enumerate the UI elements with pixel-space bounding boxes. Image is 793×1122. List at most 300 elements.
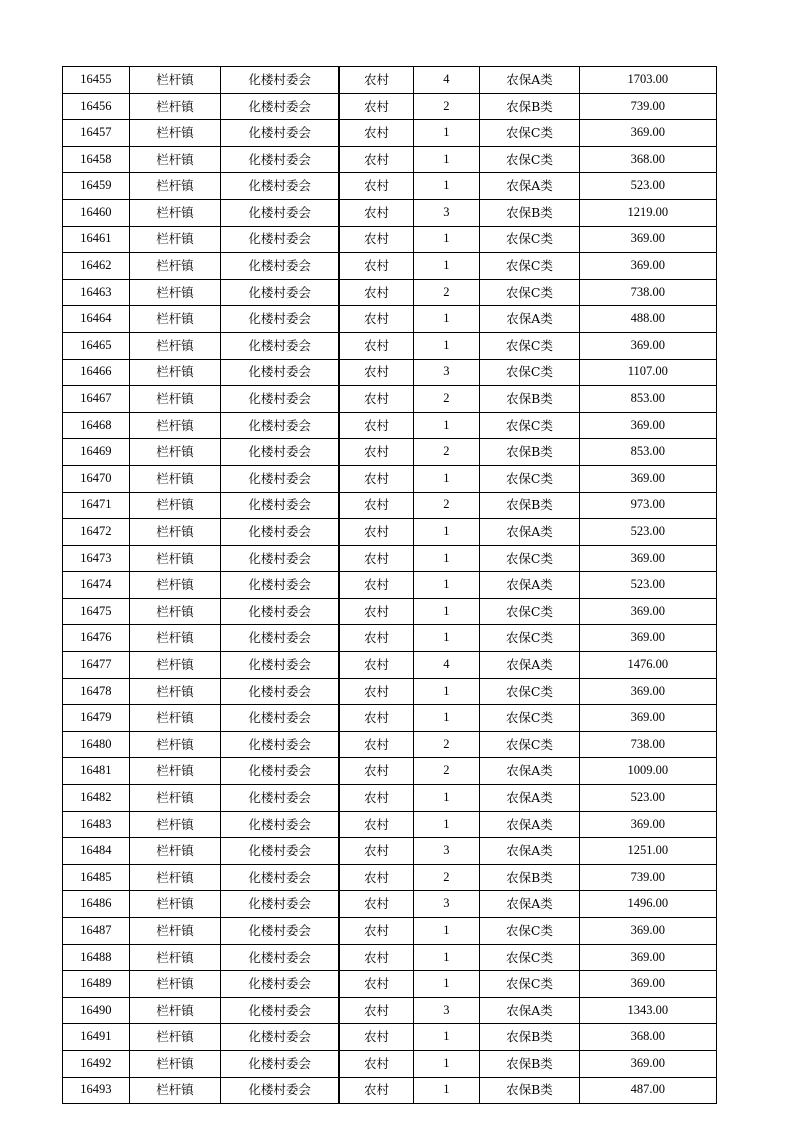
row-amount: 369.00 bbox=[579, 705, 716, 732]
row-id: 16492 bbox=[63, 1050, 130, 1077]
row-category: 农保C类 bbox=[480, 678, 579, 705]
row-household-type: 农村 bbox=[340, 864, 413, 891]
row-village: 化楼村委会 bbox=[221, 492, 339, 519]
row-id: 16455 bbox=[63, 67, 130, 94]
row-amount: 1703.00 bbox=[579, 67, 716, 94]
row-person-count: 2 bbox=[413, 492, 480, 519]
table-row bbox=[63, 811, 717, 838]
row-category: 农保A类 bbox=[480, 652, 579, 679]
row-village: 化楼村委会 bbox=[221, 465, 339, 492]
row-village: 化楼村委会 bbox=[221, 598, 339, 625]
row-id: 16468 bbox=[63, 412, 130, 439]
row-amount: 369.00 bbox=[579, 944, 716, 971]
row-town: 栏杆镇 bbox=[129, 625, 221, 652]
table-row bbox=[63, 997, 717, 1024]
row-amount: 1476.00 bbox=[579, 652, 716, 679]
row-person-count: 2 bbox=[413, 864, 480, 891]
table-row bbox=[63, 652, 717, 679]
row-id: 16477 bbox=[63, 652, 130, 679]
row-amount: 1009.00 bbox=[579, 758, 716, 785]
row-amount: 369.00 bbox=[579, 412, 716, 439]
row-village: 化楼村委会 bbox=[221, 678, 339, 705]
row-village: 化楼村委会 bbox=[221, 731, 339, 758]
row-town: 栏杆镇 bbox=[129, 519, 221, 546]
row-person-count: 3 bbox=[413, 997, 480, 1024]
table-row bbox=[63, 465, 717, 492]
row-household-type: 农村 bbox=[340, 891, 413, 918]
row-person-count: 1 bbox=[413, 705, 480, 732]
row-town: 栏杆镇 bbox=[129, 1050, 221, 1077]
row-category: 农保A类 bbox=[480, 891, 579, 918]
row-category: 农保B类 bbox=[480, 1024, 579, 1051]
row-household-type: 农村 bbox=[340, 120, 413, 147]
row-person-count: 1 bbox=[413, 918, 480, 945]
row-person-count: 1 bbox=[413, 785, 480, 812]
row-household-type: 农村 bbox=[340, 1050, 413, 1077]
row-person-count: 1 bbox=[413, 173, 480, 200]
row-household-type: 农村 bbox=[340, 731, 413, 758]
row-town: 栏杆镇 bbox=[129, 731, 221, 758]
row-id: 16473 bbox=[63, 545, 130, 572]
table-row bbox=[63, 93, 717, 120]
row-person-count: 1 bbox=[413, 1077, 480, 1104]
row-person-count: 2 bbox=[413, 386, 480, 413]
row-town: 栏杆镇 bbox=[129, 891, 221, 918]
row-category: 农保A类 bbox=[480, 519, 579, 546]
row-category: 农保B类 bbox=[480, 93, 579, 120]
row-household-type: 农村 bbox=[340, 758, 413, 785]
row-household-type: 农村 bbox=[340, 226, 413, 253]
row-amount: 369.00 bbox=[579, 678, 716, 705]
row-household-type: 农村 bbox=[340, 253, 413, 280]
table-row bbox=[63, 678, 717, 705]
row-village: 化楼村委会 bbox=[221, 944, 339, 971]
table-row bbox=[63, 971, 717, 998]
table-row bbox=[63, 146, 717, 173]
table-row bbox=[63, 1050, 717, 1077]
row-id: 16484 bbox=[63, 838, 130, 865]
row-id: 16459 bbox=[63, 173, 130, 200]
row-category: 农保C类 bbox=[480, 253, 579, 280]
row-person-count: 1 bbox=[413, 146, 480, 173]
table-row bbox=[63, 572, 717, 599]
row-village: 化楼村委会 bbox=[221, 332, 339, 359]
row-household-type: 农村 bbox=[340, 838, 413, 865]
row-town: 栏杆镇 bbox=[129, 173, 221, 200]
row-household-type: 农村 bbox=[340, 598, 413, 625]
row-id: 16475 bbox=[63, 598, 130, 625]
row-amount: 369.00 bbox=[579, 598, 716, 625]
table-row bbox=[63, 492, 717, 519]
row-person-count: 1 bbox=[413, 1050, 480, 1077]
row-town: 栏杆镇 bbox=[129, 678, 221, 705]
row-amount: 368.00 bbox=[579, 1024, 716, 1051]
row-category: 农保C类 bbox=[480, 944, 579, 971]
table-row bbox=[63, 918, 717, 945]
row-category: 农保A类 bbox=[480, 838, 579, 865]
row-person-count: 1 bbox=[413, 811, 480, 838]
row-household-type: 农村 bbox=[340, 412, 413, 439]
row-id: 16478 bbox=[63, 678, 130, 705]
row-town: 栏杆镇 bbox=[129, 944, 221, 971]
row-village: 化楼村委会 bbox=[221, 253, 339, 280]
row-village: 化楼村委会 bbox=[221, 412, 339, 439]
row-town: 栏杆镇 bbox=[129, 811, 221, 838]
row-person-count: 1 bbox=[413, 519, 480, 546]
row-person-count: 1 bbox=[413, 678, 480, 705]
table-row bbox=[63, 598, 717, 625]
table-row bbox=[63, 944, 717, 971]
row-town: 栏杆镇 bbox=[129, 199, 221, 226]
row-amount: 369.00 bbox=[579, 918, 716, 945]
table-row bbox=[63, 226, 717, 253]
row-village: 化楼村委会 bbox=[221, 306, 339, 333]
row-amount: 739.00 bbox=[579, 864, 716, 891]
row-household-type: 农村 bbox=[340, 971, 413, 998]
row-household-type: 农村 bbox=[340, 465, 413, 492]
row-person-count: 1 bbox=[413, 332, 480, 359]
row-category: 农保C类 bbox=[480, 625, 579, 652]
table-row bbox=[63, 439, 717, 466]
row-household-type: 农村 bbox=[340, 93, 413, 120]
row-category: 农保A类 bbox=[480, 306, 579, 333]
row-village: 化楼村委会 bbox=[221, 226, 339, 253]
row-person-count: 1 bbox=[413, 412, 480, 439]
row-id: 16464 bbox=[63, 306, 130, 333]
table-row bbox=[63, 67, 717, 94]
row-category: 农保A类 bbox=[480, 997, 579, 1024]
row-town: 栏杆镇 bbox=[129, 253, 221, 280]
row-household-type: 农村 bbox=[340, 306, 413, 333]
row-village: 化楼村委会 bbox=[221, 359, 339, 386]
row-id: 16476 bbox=[63, 625, 130, 652]
row-id: 16482 bbox=[63, 785, 130, 812]
row-amount: 369.00 bbox=[579, 226, 716, 253]
row-category: 农保A类 bbox=[480, 572, 579, 599]
row-village: 化楼村委会 bbox=[221, 1077, 339, 1104]
row-person-count: 1 bbox=[413, 306, 480, 333]
row-person-count: 3 bbox=[413, 359, 480, 386]
row-town: 栏杆镇 bbox=[129, 1024, 221, 1051]
row-amount: 368.00 bbox=[579, 146, 716, 173]
table-row bbox=[63, 864, 717, 891]
row-category: 农保A类 bbox=[480, 785, 579, 812]
row-village: 化楼村委会 bbox=[221, 146, 339, 173]
row-id: 16460 bbox=[63, 199, 130, 226]
row-amount: 853.00 bbox=[579, 439, 716, 466]
row-category: 农保A类 bbox=[480, 811, 579, 838]
table-row bbox=[63, 412, 717, 439]
row-category: 农保C类 bbox=[480, 918, 579, 945]
row-id: 16456 bbox=[63, 93, 130, 120]
row-id: 16493 bbox=[63, 1077, 130, 1104]
row-village: 化楼村委会 bbox=[221, 1050, 339, 1077]
row-village: 化楼村委会 bbox=[221, 93, 339, 120]
row-id: 16488 bbox=[63, 944, 130, 971]
table-row bbox=[63, 386, 717, 413]
row-household-type: 农村 bbox=[340, 199, 413, 226]
row-category: 农保C类 bbox=[480, 731, 579, 758]
row-id: 16467 bbox=[63, 386, 130, 413]
row-amount: 369.00 bbox=[579, 253, 716, 280]
table-row bbox=[63, 1024, 717, 1051]
row-category: 农保C类 bbox=[480, 332, 579, 359]
row-person-count: 3 bbox=[413, 838, 480, 865]
row-household-type: 农村 bbox=[340, 625, 413, 652]
row-town: 栏杆镇 bbox=[129, 652, 221, 679]
row-household-type: 农村 bbox=[340, 492, 413, 519]
row-village: 化楼村委会 bbox=[221, 439, 339, 466]
row-amount: 523.00 bbox=[579, 519, 716, 546]
row-category: 农保C类 bbox=[480, 226, 579, 253]
row-household-type: 农村 bbox=[340, 811, 413, 838]
row-id: 16461 bbox=[63, 226, 130, 253]
row-town: 栏杆镇 bbox=[129, 1077, 221, 1104]
row-town: 栏杆镇 bbox=[129, 785, 221, 812]
row-person-count: 2 bbox=[413, 439, 480, 466]
row-household-type: 农村 bbox=[340, 705, 413, 732]
row-id: 16469 bbox=[63, 439, 130, 466]
row-town: 栏杆镇 bbox=[129, 997, 221, 1024]
row-town: 栏杆镇 bbox=[129, 465, 221, 492]
row-id: 16490 bbox=[63, 997, 130, 1024]
row-village: 化楼村委会 bbox=[221, 838, 339, 865]
row-amount: 973.00 bbox=[579, 492, 716, 519]
row-person-count: 1 bbox=[413, 1024, 480, 1051]
row-person-count: 1 bbox=[413, 944, 480, 971]
row-person-count: 3 bbox=[413, 199, 480, 226]
row-amount: 369.00 bbox=[579, 332, 716, 359]
row-town: 栏杆镇 bbox=[129, 705, 221, 732]
row-household-type: 农村 bbox=[340, 678, 413, 705]
row-id: 16471 bbox=[63, 492, 130, 519]
row-town: 栏杆镇 bbox=[129, 598, 221, 625]
table-row bbox=[63, 359, 717, 386]
row-household-type: 农村 bbox=[340, 173, 413, 200]
row-village: 化楼村委会 bbox=[221, 1024, 339, 1051]
row-town: 栏杆镇 bbox=[129, 67, 221, 94]
row-amount: 523.00 bbox=[579, 785, 716, 812]
row-amount: 853.00 bbox=[579, 386, 716, 413]
row-amount: 1107.00 bbox=[579, 359, 716, 386]
row-category: 农保B类 bbox=[480, 864, 579, 891]
row-amount: 738.00 bbox=[579, 279, 716, 306]
row-household-type: 农村 bbox=[340, 572, 413, 599]
row-town: 栏杆镇 bbox=[129, 93, 221, 120]
row-town: 栏杆镇 bbox=[129, 386, 221, 413]
row-village: 化楼村委会 bbox=[221, 891, 339, 918]
row-household-type: 农村 bbox=[340, 359, 413, 386]
row-amount: 523.00 bbox=[579, 173, 716, 200]
row-category: 农保C类 bbox=[480, 705, 579, 732]
beneficiary-table bbox=[62, 66, 717, 1104]
row-id: 16483 bbox=[63, 811, 130, 838]
row-amount: 369.00 bbox=[579, 545, 716, 572]
row-id: 16466 bbox=[63, 359, 130, 386]
row-id: 16472 bbox=[63, 519, 130, 546]
row-id: 16457 bbox=[63, 120, 130, 147]
row-category: 农保B类 bbox=[480, 199, 579, 226]
row-amount: 1496.00 bbox=[579, 891, 716, 918]
row-amount: 369.00 bbox=[579, 971, 716, 998]
row-id: 16489 bbox=[63, 971, 130, 998]
row-category: 农保A类 bbox=[480, 173, 579, 200]
table-row bbox=[63, 838, 717, 865]
row-id: 16458 bbox=[63, 146, 130, 173]
row-amount: 523.00 bbox=[579, 572, 716, 599]
row-id: 16463 bbox=[63, 279, 130, 306]
row-amount: 369.00 bbox=[579, 1050, 716, 1077]
row-category: 农保C类 bbox=[480, 545, 579, 572]
row-category: 农保A类 bbox=[480, 758, 579, 785]
row-person-count: 1 bbox=[413, 625, 480, 652]
row-category: 农保C类 bbox=[480, 279, 579, 306]
table-row bbox=[63, 731, 717, 758]
row-household-type: 农村 bbox=[340, 785, 413, 812]
row-household-type: 农村 bbox=[340, 1024, 413, 1051]
row-id: 16480 bbox=[63, 731, 130, 758]
row-category: 农保B类 bbox=[480, 492, 579, 519]
row-town: 栏杆镇 bbox=[129, 838, 221, 865]
row-village: 化楼村委会 bbox=[221, 971, 339, 998]
row-household-type: 农村 bbox=[340, 519, 413, 546]
row-category: 农保C类 bbox=[480, 412, 579, 439]
table-row bbox=[63, 199, 717, 226]
table-row bbox=[63, 253, 717, 280]
row-id: 16485 bbox=[63, 864, 130, 891]
row-town: 栏杆镇 bbox=[129, 492, 221, 519]
row-village: 化楼村委会 bbox=[221, 918, 339, 945]
table-row bbox=[63, 625, 717, 652]
row-town: 栏杆镇 bbox=[129, 332, 221, 359]
row-category: 农保C类 bbox=[480, 146, 579, 173]
row-category: 农保B类 bbox=[480, 1050, 579, 1077]
row-household-type: 农村 bbox=[340, 918, 413, 945]
row-person-count: 1 bbox=[413, 253, 480, 280]
row-id: 16491 bbox=[63, 1024, 130, 1051]
row-id: 16474 bbox=[63, 572, 130, 599]
row-town: 栏杆镇 bbox=[129, 226, 221, 253]
row-amount: 1343.00 bbox=[579, 997, 716, 1024]
table-row bbox=[63, 519, 717, 546]
row-household-type: 农村 bbox=[340, 67, 413, 94]
row-amount: 1219.00 bbox=[579, 199, 716, 226]
row-category: 农保C类 bbox=[480, 120, 579, 147]
row-town: 栏杆镇 bbox=[129, 864, 221, 891]
row-village: 化楼村委会 bbox=[221, 811, 339, 838]
row-person-count: 2 bbox=[413, 93, 480, 120]
row-village: 化楼村委会 bbox=[221, 997, 339, 1024]
row-town: 栏杆镇 bbox=[129, 918, 221, 945]
row-village: 化楼村委会 bbox=[221, 864, 339, 891]
row-id: 16481 bbox=[63, 758, 130, 785]
row-person-count: 2 bbox=[413, 758, 480, 785]
row-village: 化楼村委会 bbox=[221, 705, 339, 732]
row-town: 栏杆镇 bbox=[129, 146, 221, 173]
row-amount: 487.00 bbox=[579, 1077, 716, 1104]
row-household-type: 农村 bbox=[340, 279, 413, 306]
row-person-count: 1 bbox=[413, 120, 480, 147]
row-household-type: 农村 bbox=[340, 545, 413, 572]
row-person-count: 2 bbox=[413, 731, 480, 758]
row-id: 16487 bbox=[63, 918, 130, 945]
row-amount: 738.00 bbox=[579, 731, 716, 758]
row-person-count: 2 bbox=[413, 279, 480, 306]
row-town: 栏杆镇 bbox=[129, 971, 221, 998]
row-id: 16465 bbox=[63, 332, 130, 359]
table-row bbox=[63, 545, 717, 572]
table-row bbox=[63, 758, 717, 785]
row-person-count: 1 bbox=[413, 226, 480, 253]
row-village: 化楼村委会 bbox=[221, 572, 339, 599]
row-amount: 739.00 bbox=[579, 93, 716, 120]
row-person-count: 1 bbox=[413, 971, 480, 998]
row-category: 农保C类 bbox=[480, 359, 579, 386]
row-village: 化楼村委会 bbox=[221, 199, 339, 226]
row-category: 农保B类 bbox=[480, 1077, 579, 1104]
row-town: 栏杆镇 bbox=[129, 545, 221, 572]
table-row bbox=[63, 332, 717, 359]
row-household-type: 农村 bbox=[340, 146, 413, 173]
table-body bbox=[63, 67, 717, 1104]
row-id: 16479 bbox=[63, 705, 130, 732]
row-category: 农保B类 bbox=[480, 439, 579, 466]
table-row bbox=[63, 306, 717, 333]
row-id: 16470 bbox=[63, 465, 130, 492]
row-household-type: 农村 bbox=[340, 997, 413, 1024]
row-household-type: 农村 bbox=[340, 386, 413, 413]
row-person-count: 1 bbox=[413, 572, 480, 599]
row-category: 农保A类 bbox=[480, 67, 579, 94]
row-household-type: 农村 bbox=[340, 944, 413, 971]
row-town: 栏杆镇 bbox=[129, 279, 221, 306]
table-row bbox=[63, 891, 717, 918]
table-row bbox=[63, 120, 717, 147]
row-town: 栏杆镇 bbox=[129, 120, 221, 147]
row-category: 农保C类 bbox=[480, 465, 579, 492]
row-village: 化楼村委会 bbox=[221, 758, 339, 785]
row-person-count: 1 bbox=[413, 465, 480, 492]
table-row bbox=[63, 279, 717, 306]
row-village: 化楼村委会 bbox=[221, 652, 339, 679]
row-village: 化楼村委会 bbox=[221, 519, 339, 546]
row-village: 化楼村委会 bbox=[221, 67, 339, 94]
row-amount: 369.00 bbox=[579, 625, 716, 652]
row-town: 栏杆镇 bbox=[129, 359, 221, 386]
row-town: 栏杆镇 bbox=[129, 412, 221, 439]
row-id: 16462 bbox=[63, 253, 130, 280]
table-row bbox=[63, 173, 717, 200]
row-amount: 369.00 bbox=[579, 465, 716, 492]
row-household-type: 农村 bbox=[340, 332, 413, 359]
row-village: 化楼村委会 bbox=[221, 545, 339, 572]
row-amount: 369.00 bbox=[579, 811, 716, 838]
row-amount: 1251.00 bbox=[579, 838, 716, 865]
row-town: 栏杆镇 bbox=[129, 439, 221, 466]
row-village: 化楼村委会 bbox=[221, 173, 339, 200]
row-category: 农保B类 bbox=[480, 386, 579, 413]
row-person-count: 1 bbox=[413, 545, 480, 572]
row-village: 化楼村委会 bbox=[221, 386, 339, 413]
row-town: 栏杆镇 bbox=[129, 572, 221, 599]
row-household-type: 农村 bbox=[340, 1077, 413, 1104]
row-village: 化楼村委会 bbox=[221, 120, 339, 147]
row-id: 16486 bbox=[63, 891, 130, 918]
row-category: 农保C类 bbox=[480, 971, 579, 998]
row-village: 化楼村委会 bbox=[221, 279, 339, 306]
row-person-count: 4 bbox=[413, 652, 480, 679]
table-row bbox=[63, 1077, 717, 1104]
